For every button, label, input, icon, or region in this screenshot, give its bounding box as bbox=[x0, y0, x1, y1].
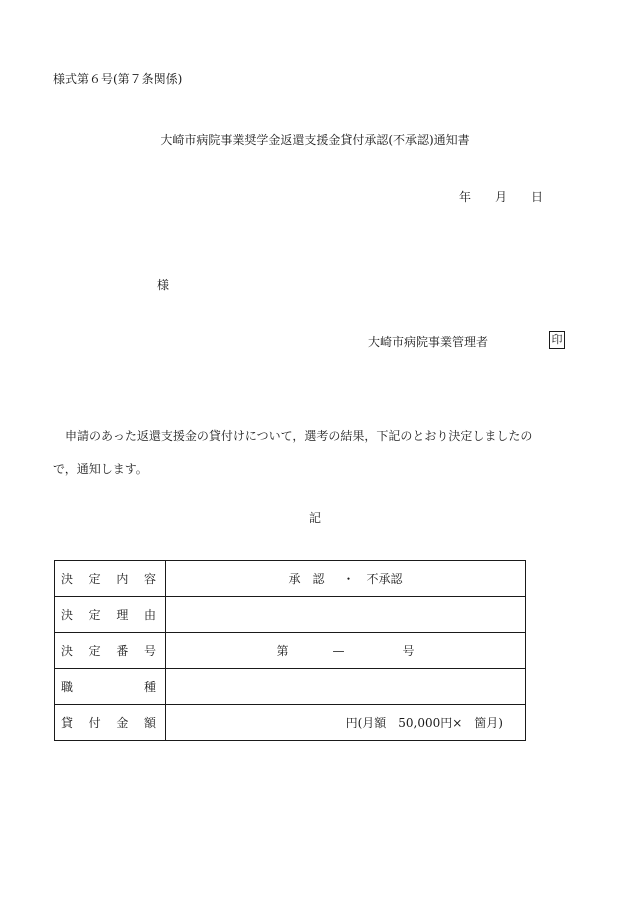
label-char: 内 bbox=[116, 572, 129, 586]
label-char: 貸 bbox=[61, 716, 74, 730]
date-year: 年 bbox=[459, 190, 472, 204]
seal-mark: 印 bbox=[549, 331, 565, 349]
issuer-name: 大崎市病院事業管理者 bbox=[368, 335, 489, 349]
value-decision-number[interactable] bbox=[166, 633, 526, 669]
table-row bbox=[55, 705, 526, 741]
label-char: 定 bbox=[88, 608, 101, 622]
body-line-1: 申請のあった返還支援金の貸付けについて，選考の結果，下記のとおり決定しましたの bbox=[65, 429, 533, 443]
label-decision-content bbox=[55, 561, 166, 597]
label-decision-reason bbox=[55, 597, 166, 633]
body-paragraph bbox=[53, 420, 583, 486]
label-char: 種 bbox=[143, 680, 156, 694]
label-char: 決 bbox=[61, 644, 74, 658]
disapprove-option[interactable]: 不承認 bbox=[366, 572, 403, 586]
date-day: 日 bbox=[531, 190, 544, 204]
label-char: 理 bbox=[116, 608, 129, 622]
label-char: 由 bbox=[143, 608, 156, 622]
value-decision-content bbox=[166, 561, 526, 597]
ki-heading: 記 bbox=[308, 511, 321, 525]
body-line-2: で，通知します。 bbox=[53, 462, 148, 476]
label-decision-number bbox=[55, 633, 166, 669]
table-row bbox=[55, 633, 526, 669]
label-loan-amount bbox=[55, 705, 166, 741]
label-char: 定 bbox=[88, 644, 101, 658]
table-row bbox=[55, 597, 526, 633]
label-char: 番 bbox=[116, 644, 129, 658]
label-char: 金 bbox=[116, 716, 129, 730]
table-row bbox=[55, 561, 526, 597]
label-char: 額 bbox=[143, 716, 156, 730]
label-occupation bbox=[55, 669, 166, 705]
label-char: 決 bbox=[61, 572, 74, 586]
document-title: 大崎市病院事業奨学金返還支援金貸付承認(不承認)通知書 bbox=[160, 133, 470, 147]
decision-table bbox=[54, 560, 526, 741]
recipient-suffix: 様 bbox=[157, 278, 170, 292]
label-char: 号 bbox=[143, 644, 156, 658]
number-dai: 第 bbox=[276, 644, 289, 658]
label-char: 決 bbox=[61, 608, 74, 622]
value-occupation[interactable] bbox=[166, 669, 526, 705]
number-go: 号 bbox=[402, 644, 415, 658]
label-char: 付 bbox=[88, 716, 101, 730]
option-separator: ・ bbox=[342, 572, 355, 586]
table-row bbox=[55, 669, 526, 705]
date-month: 月 bbox=[495, 190, 508, 204]
date-line bbox=[459, 188, 543, 205]
label-char: 定 bbox=[88, 572, 101, 586]
label-char: 職 bbox=[61, 680, 74, 694]
approve-option[interactable]: 承 認 bbox=[288, 572, 325, 586]
form-number: 様式第６号(第７条関係) bbox=[53, 72, 183, 86]
label-char: 容 bbox=[143, 572, 156, 586]
number-dash: — bbox=[332, 644, 345, 658]
value-loan-amount[interactable]: 円(月額 50,000円× 箇月) bbox=[166, 705, 526, 741]
value-decision-reason[interactable] bbox=[166, 597, 526, 633]
